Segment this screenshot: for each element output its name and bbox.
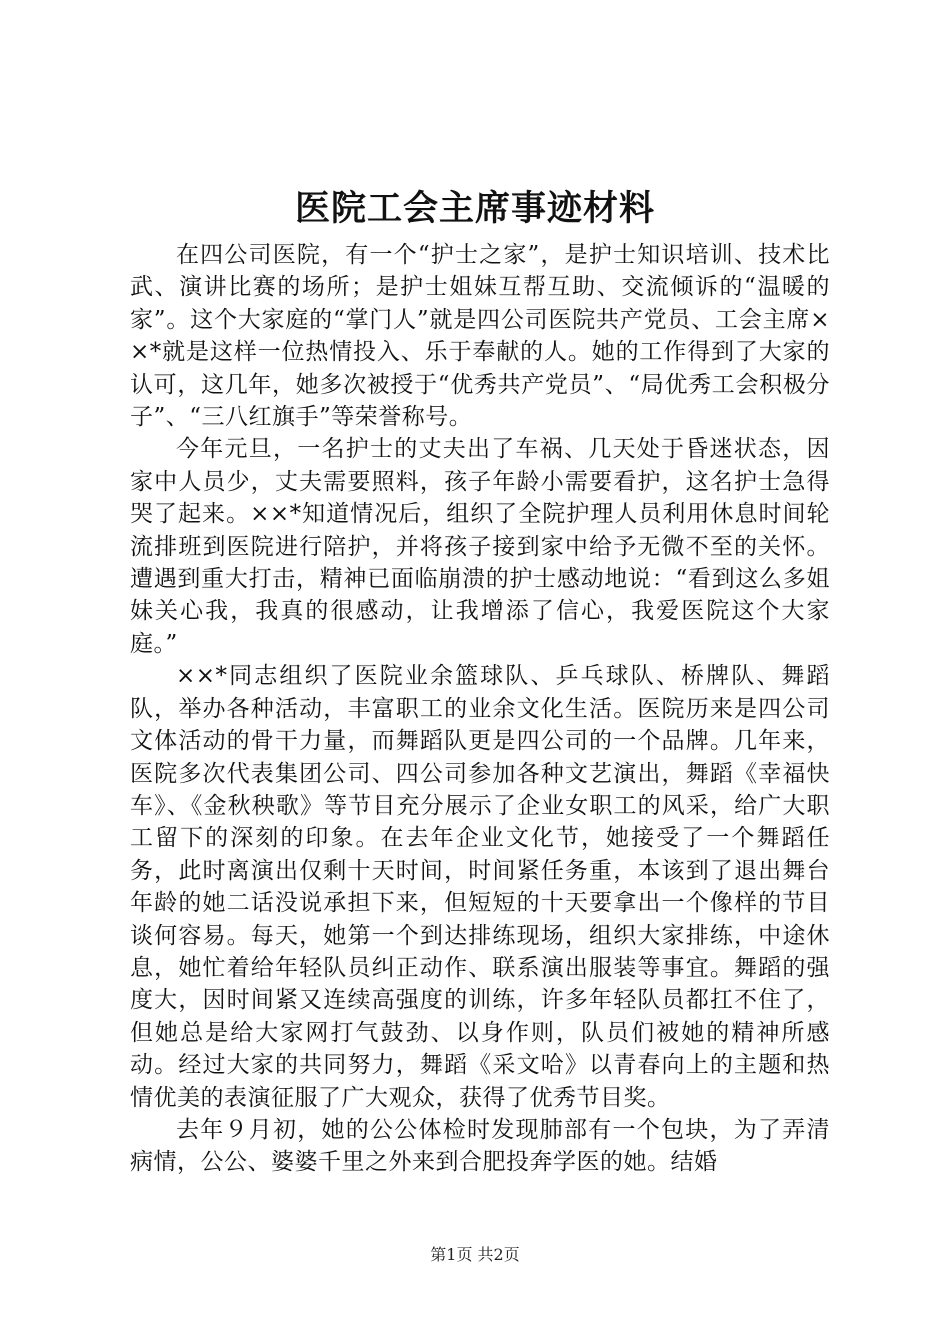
paragraph-4: 去年９月初，她的公公体检时发现肺部有一个包块，为了弄清病情，公公、婆婆千里之外来到合肥投奔学医的她。结婚 xyxy=(130,1116,830,1176)
paragraph-3: ××*同志组织了医院业余篮球队、乒乓球队、桥牌队、舞蹈队，举办各种活动，丰富职工的业余文化生活。医院历来是四公司文体活动的骨干力量，而舞蹈队更是四公司的一个品牌。几年来，医院多次代表集团公司、四公司参加各种文艺演出，舞蹈《幸福快车》、《金秋秧歌》等节目充分展示了企业女职工的风采，给广大职工留下的深刻的印象。在去年企业文化节，她接受了一个舞蹈任务，此时离演出仅剩十天时间，时间紧任务重，本该到了退出舞台年龄的她二话没说承担下来，但短短的十天要拿出一个像样的节目谈何容易。每天，她第一个到达排练现场，组织大家排练，中途休息，她忙着给年轻队员纠正动作、联系演出服装等事宜。舞蹈的强度大，因时间紧又连续高强度的训练，许多年轻队员都扛不住了，但她总是给大家网打气鼓劲、以身作则，队员们被她的精神所感动。经过大家的共同努力，舞蹈《采文哈》以青春向上的主题和热情优美的表演征服了广大观众，获得了优秀节目奖。 xyxy=(130,663,830,1111)
paragraph-2: 今年元旦，一名护士的丈夫出了车祸、几天处于昏迷状态，因家中人员少，丈夫需要照料，孩子年龄小需要看护，这名护士急得哭了起来。××*知道情况后，组织了全院护理人员利用休息时间轮流排班到医院进行陪护，并将孩子接到家中给予无微不至的关怀。遭遇到重大打击，精神已面临崩溃的护士感动地说：“看到这么多姐妹关心我，我真的很感动，让我增添了信心，我爱医院这个大家庭。” xyxy=(130,436,830,657)
paragraph-1: 在四公司医院，有一个“护士之家”，是护士知识培训、技术比武、演讲比赛的场所；是护士姐妹互帮互助、交流倾诉的“温暖的家”。这个大家庭的“掌门人”就是四公司医院共产党员、工会主席××*就是这样一位热情投入、乐于奉献的人。她的工作得到了大家的认可，这几年，她多次被授于“优秀共产党员”、“局优秀工会积极分子”、“三八红旗手”等荣誉称号。 xyxy=(130,242,830,431)
document-title: 医院工会主席事迹材料 xyxy=(294,188,655,229)
page-number-footer: 第1页 共2页 xyxy=(430,1245,520,1264)
document-body xyxy=(130,239,830,1179)
